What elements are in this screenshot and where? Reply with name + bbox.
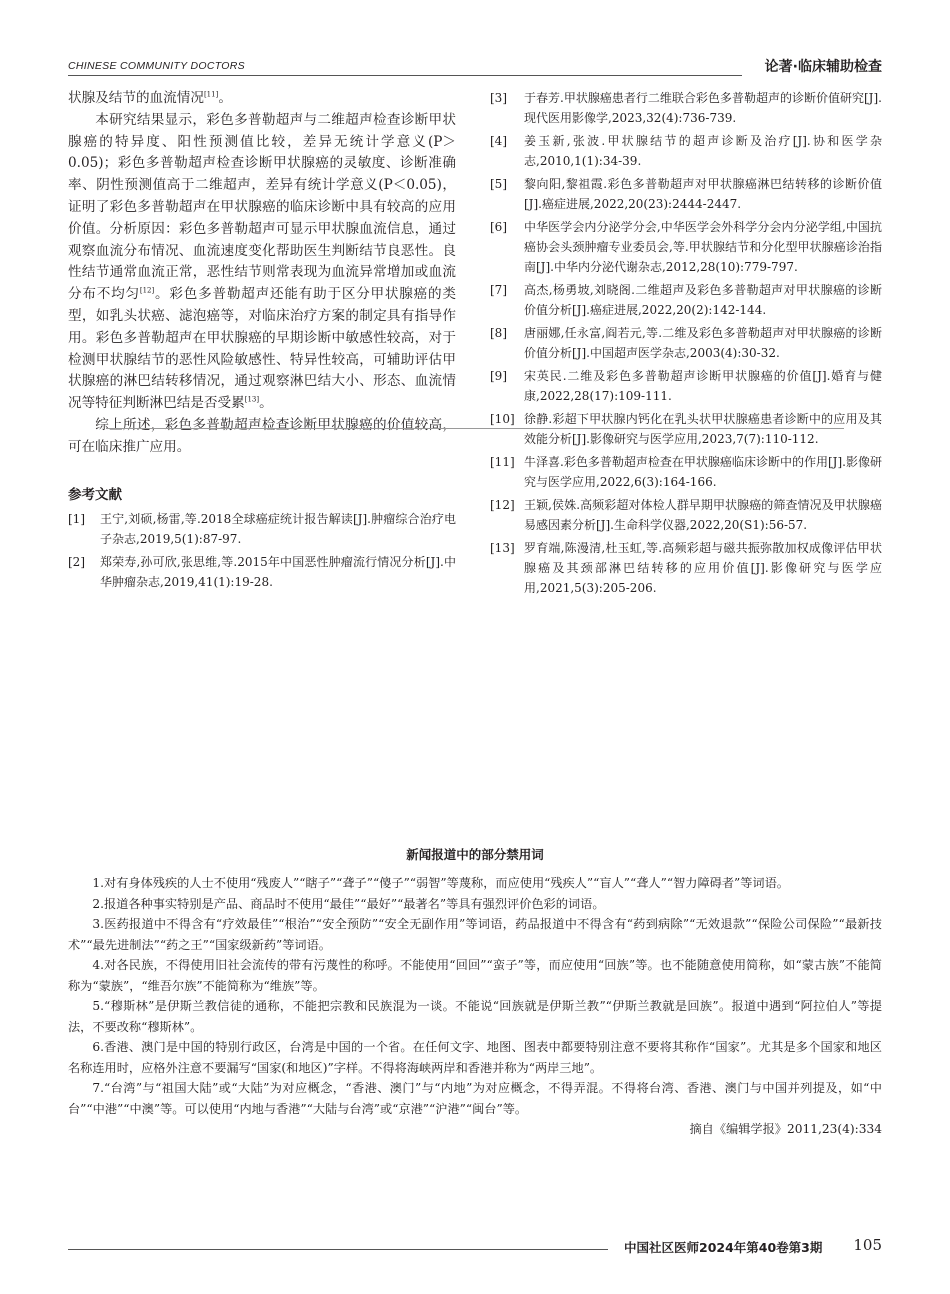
reference-item: [5] 黎向阳,黎祖霞.彩色多普勒超声对甲状腺癌淋巴结转移的诊断价值[J].癌症进展,2022,20(23):2444-2447. [490,177,882,211]
notice-item: 4.对各民族，不得使用旧社会流传的带有污蔑性的称呼。不能使用“回回”“蛮子”等，而应使用“回族”等。也不能随意使用简称，如“蒙古族”不能简称为“蒙族”，“维吾尔族”不能简称为“维族”等。 [68,958,882,993]
paragraph-3: 综上所述，彩色多普勒超声检查诊断甲状腺癌的价值较高，可在临床推广应用。 [68,416,456,455]
right-column [490,88,882,601]
page-number: 105 [853,1236,882,1254]
reference-item: [6] 中华医学会内分泌学分会,中华医学会外科学分会内分泌学组,中国抗癌协会头颈肿瘤专业委员会,等.甲状腺结节和分化型甲状腺癌诊治指南[J].中华内分泌代谢杂志,2012,28(10):779-797. [490,220,882,274]
reference-item: [11] 牛泽喜.彩色多普勒超声检查在甲状腺癌临床诊断中的作用[J].影像研究与医学应用,2022,6(3):164-166. [490,455,882,489]
reference-item: [10] 徐静.彩超下甲状腺内钙化在乳头状甲状腺癌患者诊断中的应用及其效能分析[J].影像研究与医学应用,2023,7(7):110-112. [490,412,882,446]
reference-item: [9] 宋英民.二维及彩色多普勒超声诊断甲状腺癌的价值[J].婚育与健康,2022,28(17):109-111. [490,369,882,403]
section-title: 论著·临床辅助检查 [764,59,882,75]
page-footer [68,1234,882,1256]
journal-issue: 中国社区医师2024年第40卷第3期 [624,1240,823,1255]
reference-item: [13] 罗育端,陈漫清,杜玉虹,等.高频彩超与磁共振弥散加权成像评估甲状腺癌及其颈部淋巴结转移的应用价值[J].影像研究与医学应用,2021,5(3):205-206. [490,541,882,595]
reference-item: [12] 王颖,侯姝.高频彩超对体检人群早期甲状腺癌的筛查情况及甲状腺癌易感因素分析[J].生命科学仪器,2022,20(S1):56-57. [490,498,882,532]
reference-item: [8] 唐丽娜,任永富,阎若元,等.二维及彩色多普勒超声对甲状腺癌的诊断价值分析[J].中国超声医学杂志,2003(4):30-32. [490,326,882,360]
citation-13: [13] [244,395,260,404]
footer-rule [68,1249,608,1250]
citation-11: [11] [203,90,219,99]
notice-title: 新闻报道中的部分禁用词 [406,847,544,862]
notice-source: 摘自《编辑学报》2011,23(4):334 [689,1122,882,1136]
citation-12: [12] [139,286,155,295]
paragraph-1: 状腺及结节的血流情况[11]。 [68,90,232,106]
notice-item: 6.香港、澳门是中国的特别行政区，台湾是中国的一个省。在任何文字、地图、图表中都要特别注意不要将其称作“国家”。尤其是多个国家和地区名称连用时，应格外注意不要漏写“国家(和地区)”字样。不得将海峡两岸和香港并称为“两岸三地”。 [68,1040,882,1075]
notice-item: 7.“台湾”与“祖国大陆”或“大陆”为对应概念，“香港、澳门”与“内地”为对应概念，不得弄混。不得将台湾、香港、澳门与中国并列提及，如“中台”“中港”“中澳”等。可以使用“内地与香港”“大陆与台湾”或“京港”“沪港”“闽台”等。 [68,1081,882,1116]
references-heading: 参考文献 [68,486,122,503]
notice-item: 1.对有身体残疾的人士不使用“残废人”“瞎子”“聋子”“傻子”“弱智”等蔑称，而应使用“残疾人”“盲人”“聋人”“智力障碍者”等词语。 [92,876,789,890]
notice-box [68,845,882,1140]
paragraph-2: 本研究结果显示，彩色多普勒超声与二维超声检查诊断甲状腺癌的特异度、阳性预测值比较，差异无统计学意义(P＞0.05)；彩色多普勒超声检查诊断甲状腺癌的灵敏度、诊断准确率、阴性预测值高于二维超声，差异有统计学意义(P＜0.05)，证明了彩色多普勒超声在甲状腺癌的临床诊断中具有较高的应用价值。分析原因：彩色多普勒超声可显示甲状腺血流信息，通过观察血流分布情况、血流速度变化帮助医生判断结节良恶性。良性结节通常血流正常，恶性结节则常表现为血流异常增加或血流分布不均匀[12]。彩色多普勒超声还能有助于区分甲状腺癌的类型，如乳头状癌、滤泡癌等，对临床治疗方案的制定具有指导作用。彩色多普勒超声在甲状腺癌的早期诊断中敏感性较高，对于检测甲状腺结节的恶性风险敏感性、特异性较高，可辅助评估甲状腺癌的淋巴结转移情况，通过观察淋巴结大小、形态、血流情况等特征判断淋巴结是否受累[13]。 [68,111,457,412]
reference-item: [3] 于春芳.甲状腺癌患者行二维联合彩色多普勒超声的诊断价值研究[J].现代医用影像学,2023,32(4):736-739. [490,91,882,125]
section-divider [106,428,844,429]
reference-list-right [490,88,882,598]
notice-item: 3.医药报道中不得含有“疗效最佳”“根治”“安全预防”“安全无副作用”等词语，药品报道中不得含有“药到病除”“无效退款”“保险公司保险”“最新技术”“最先进制法”“药之王”“国家级新药”等词语。 [68,917,882,952]
reference-item: [1] 王宁,刘硕,杨雷,等.2018全球癌症统计报告解读[J].肿瘤综合治疗电子杂志,2019,5(1):87-97. [68,511,456,546]
page-header [68,56,882,80]
reference-item: [4] 姜玉新,张波.甲状腺结节的超声诊断及治疗[J].协和医学杂志,2010,1(1):34-39. [490,134,882,168]
notice-item: 2.报道各种事实特别是产品、商品时不使用“最佳”“最好”“最著名”等具有强烈评价色彩的词语。 [92,896,605,911]
reference-item: [7] 高杰,杨勇坡,刘晓阁.二维超声及彩色多普勒超声对甲状腺癌的诊断价值分析[J].癌症进展,2022,20(2):142-144. [490,283,882,317]
header-rule [68,75,742,76]
reference-item: [2] 郑荣寿,孙可欣,张思维,等.2015年中国恶性肿瘤流行情况分析[J].中华肿瘤杂志,2019,41(1):19-28. [68,554,456,589]
notice-item: 5.“穆斯林”是伊斯兰教信徒的通称，不能把宗教和民族混为一谈。不能说“回族就是伊斯兰教”“伊斯兰教就是回族”。报道中遇到“阿拉伯人”等提法，不要改称“穆斯林”。 [68,999,882,1034]
reference-list-left [68,509,456,592]
left-column [68,88,456,595]
journal-name-en: CHINESE COMMUNITY DOCTORS [68,60,245,72]
